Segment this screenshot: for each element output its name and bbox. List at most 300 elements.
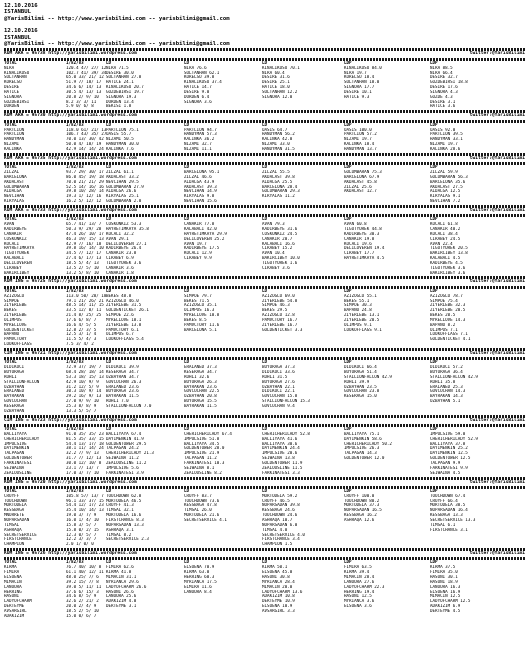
table-cell: KIRYALAS [4,199,25,204]
table-cell: AVSARGIRL 3.3 [262,608,295,613]
table-cell: 106.7 43/ 35/ 27 [66,132,106,137]
table-cell: SULTANHAN [4,75,27,80]
table-cell [184,409,262,414]
table-cell: HANDYMAN 30.0 [106,142,139,147]
table-cell: HANDYMAN 33.1 [430,137,463,142]
column-header: LD [106,488,112,493]
table-cell: SIGNORA 17.7 [344,85,375,90]
table-cell: SECRETSERVICE 13.3 [430,517,476,522]
table-cell: 20.8 2/ 9/ 10 [66,94,99,99]
table-cell: ZIYERLEBE 20.5 [430,308,466,313]
separator-rule [4,276,525,279]
separator-rule [4,348,525,351]
column-header: LDP [344,122,352,127]
table-cell: BUYURAGA 23.6 [106,389,139,394]
table-cell: 33.5 12/ 8/ 11 [66,308,102,313]
table-cell: PAMVCTORY 6.1 [106,327,139,332]
table-cell: TALPAGAN [4,451,25,456]
race-block [4,110,525,151]
table-cell: DESIRE 9.0 [184,89,210,94]
table-cell: DAYIMENKIN 24.4 [262,446,300,451]
table-cell: MNORRETE [4,513,25,518]
table-cell [262,104,344,109]
table-cell: SEIWAINA 4.5 [430,470,461,475]
table-cell: MYRELLOVE 18.1 [106,317,142,322]
table-cell: NEVCIHAN [4,194,25,199]
table-cell: KALINKA 36.2 [184,137,215,142]
column-header: LDP [430,165,438,170]
race-twitter: twitter:@YarisBilimi [469,155,525,161]
table-cell: HERRING 60.3 [184,574,215,579]
table-cell: CIRABEY 15.2 [262,246,293,251]
table-cell: ZEALOUSLINE 11.2 [106,460,147,465]
table-cell: CRUYFF 41.3 [106,503,134,508]
column-header: LD [184,165,190,170]
table-cell: KADIRBEYE 26.4 [106,246,142,251]
table-cell: LANOURA 16.3 [430,584,461,589]
table-cell: AVAN 29.1 [106,236,129,241]
separator-rule [4,548,525,551]
table-cell: LOOKOFFLAGS 7.1 [430,332,468,337]
table-cell: MIMACIN [4,579,22,584]
column-header: LDP [430,122,438,127]
table-cell: GOLUMBARAN [4,184,30,189]
table-cell: 15.8 0/ 2/ 15 [66,527,99,532]
column-header: LD [262,60,268,65]
table-cell: 30.0 12/ 10/ 8 [66,460,102,465]
table-cell: 81.5 35/ 33/ 15 [66,436,104,441]
table-cell: BUYURAGA 36.4 [430,370,463,375]
table-cell: OZBAYHAN [4,408,25,413]
table-cell: NOPARSADAN 16.5 [344,508,382,513]
table-cell: SULTANHAN 27.8 [106,75,142,80]
table-cell: ROHLI 7.0 [106,399,129,404]
table-cell: CHAMPION 1.5 [262,542,293,547]
column-header: LDP [430,217,438,222]
table-cell: GOLDENTOWER 28.0 [184,446,225,451]
table-cell: CIRABEY [4,265,22,270]
race-block [4,205,525,276]
column-header: LD [184,122,190,127]
table-cell: 5.9 0/ 6/ 8 [66,104,94,109]
table-cell: BARCELONA 67.9 [344,174,380,179]
race-list [4,48,525,618]
table-row [4,409,525,414]
table-cell: TALPAGAN 9.9 [430,460,461,465]
table-cell: KIRMA 63.0 [184,570,210,575]
table-cell: AKDALAST 33.2 [106,174,139,179]
table-cell: ROHLI 32.6 [184,374,210,379]
table-cell: ALDALGA 25.5 [262,179,293,184]
table-cell: GUVCUCHAN 23.8 [344,389,380,394]
table-cell: HERRING 19.4 [344,589,375,594]
table-cell: ELSUENA 45.0 [262,570,293,575]
race-block [4,153,525,204]
table-cell: OLIMPOS 7.1 [430,327,458,332]
table-cell: STALLIONFALCON 15.3 [262,399,310,404]
table-cell: DIDIKOCI 57.2 [430,365,463,370]
table-cell: DIDIKOCI 66.4 [344,365,377,370]
table-cell: SECRETSERVICE 2.3 [106,537,149,542]
table-cell: DESIRE 17.6 [430,85,458,90]
table-cell: DURDEN [4,104,20,109]
table-cell: CIRABEY 6.9 [106,256,134,261]
table-cell: CIRABEY 9.9 [184,256,212,261]
table-cell: SIGNORA [4,94,22,99]
table-row [4,542,525,547]
table-cell: GOZDE 4.3 [430,94,453,99]
table-cell: AZIZOGLU 46.0 [106,298,139,303]
table-cell: CHERICHERILADY 67.4 [184,431,232,436]
table-cell: 15.8 3/ 5/ 7 [66,522,97,527]
table-cell: ZILZAL 46.6 [184,174,212,179]
table-cell: KINALIKUSU 37.4 [184,80,222,85]
separator-rule [4,110,525,113]
race-title-line [4,480,525,485]
table-cell: 37.6 6/ 15/ 3 [66,589,99,594]
table-cell [344,271,430,276]
table-cell: 120.4 47/ 27/ 12 [66,65,106,70]
separator-rule [4,58,525,61]
table-cell: MORTODELA 59.2 [262,493,298,498]
table-cell: HASUNI 18.9 [430,579,458,584]
table-cell: DAYIMENKIN [4,446,30,451]
table-cell: ALDALGA 43.9 [184,179,215,184]
table-cell: ROHLI 35.8 [430,379,456,384]
table-cell: ELSUENA 3.6 [344,604,372,609]
table-cell: LADYOFCHARM [4,599,32,604]
race-title: CIM ING = 95723 http://yarisbilimi.wordpress.com [4,417,137,423]
table-cell: TOUCHDOWN 80.2 [344,498,380,503]
column-header: 1/82/83 [66,427,84,432]
table-cell: KADIRBEYE 17.5 [184,246,220,251]
table-cell: PAMVCTORY 16.7 [262,317,298,322]
table-cell: LOOKOFFLAGS 9.1 [344,327,382,332]
table-cell: IMPULSIVE 26.3 [344,446,380,451]
table-cell: KIRMA [4,565,17,570]
column-header: LD [106,288,112,293]
table-cell: KESSBAGA 47.8 [184,503,217,508]
table-cell: KOCALI 12.9 [184,251,212,256]
table-cell: NEVCIHAN 15.6 [184,199,217,204]
table-cell: KADIRBEYE 31.6 [262,227,298,231]
table-cell: 18.5 2/ 5/ 10 [66,608,99,613]
table-cell: TALPAGAN 11.2 [184,456,217,461]
table-cell: PARTLION 57.2 [344,132,377,137]
table-cell: AKDALAST 12.7 [344,189,377,194]
table-cell: ADAKIZIM 4.0 [106,599,137,604]
table-cell: HAYRETIMKAYA 29.9 [184,231,227,236]
race-title: KUM ING = 95726 http://yarisbilimi.wordpress.com [4,551,137,557]
table-cell: KIRYALAS 9.8 [184,194,215,199]
race-title: KUM ARA = 95733 http://yarisbilimi.wordpress.com [4,207,137,213]
table-cell: SEIWAINA 11.2 [106,456,139,461]
race-block [4,348,525,414]
table-cell: TIGUTYUREK 3.6 [106,260,142,265]
table-cell: 50.0 4/ 18/ 19 [66,142,102,147]
table-cell: BALLIYAYA [4,431,27,436]
race-twitter: twitter:@YarisBilimi [469,207,525,213]
table-cell [262,614,344,619]
table-cell: SIMPOE 46.3 [262,303,290,308]
table-cell: ELMIRA 11.6 [184,584,212,589]
table-cell: MORTODELA [4,503,27,508]
table-cell: HATICE [4,89,20,94]
table-cell: DELILOVEREN 27.1 [106,241,147,246]
table-cell: ELSUENA 16.9 [430,589,461,594]
table-cell: 31.7 7/ 12/ 13 [66,456,102,461]
table-cell: ASHRAQA 12.6 [344,517,375,522]
table-cell: GOLUMBARAN 27.9 [106,184,144,189]
table-cell: BAYRAKAN 11.5 [184,403,217,408]
table-cell: CRUYFF 100.0 [344,493,375,498]
column-header: LDP [430,427,438,432]
table-cell: 113.0 50/ 28/ 18 [66,293,106,298]
separator-rule [4,357,525,360]
separator-rule [4,48,525,51]
table-cell: 70.0 21/ 21/ 29 [66,179,104,184]
table-cell: HANDYMAN 56.2 [262,132,295,137]
table-cell: HASUNI 30.8 [262,574,290,579]
table-cell: MORTODELA 38.5 [430,503,466,508]
table-cell: ZILZAL 61.1 [106,170,134,174]
table-cell: TIGUTYUREK 20.5 [430,246,468,251]
table-cell: KIRMA 39.4 [344,570,370,575]
table-cell: BEKES 55.1 [344,298,370,303]
column-header: TOTAL [4,560,17,565]
table-cell: BEKISI 1.8 [106,104,132,109]
table-cell: AVAN 19.7 [184,241,207,246]
table-cell: 39.8 16/ 14/ 10 [66,246,104,251]
table-cell: NIRA [4,65,15,70]
table-cell: 25.3 8/ 8/ 9 [66,403,97,408]
race-twitter: twitter:@YarisBilimi [469,479,525,485]
table-cell: GUVCUCHAN 14.3 [430,389,466,394]
table-cell: 19.3 1/ 12/ 16 [66,194,102,199]
table-cell: TIGUTYUREK 44.8 [344,227,382,231]
table-cell: ELSUENA [4,574,22,579]
table-cell: KADIRBEYE 4.5 [430,260,463,265]
table-cell: DAYIMENKIN 25.2 [430,446,468,451]
table-cell: AVSARGIRL [4,608,27,613]
table-cell: KOCALI [4,241,20,246]
table-cell: CANAKIR 23.8 [106,251,137,256]
table-cell: STALLIONFALCON 7.0 [106,403,152,408]
column-header: LDP [344,165,352,170]
table-cell: 18.5 5/ 4/ 13 [66,260,99,265]
table-cell: CANAKIR 40.2 [430,227,461,231]
table-cell: GOLDENTOWER 12.5 [430,456,471,461]
table-cell: 46.3 19/ 15/ 13 [66,236,104,241]
table-cell: 23.1 7/ 13/ 7 [66,465,99,470]
table-cell: 91.0 35/ 35/ 23 [66,431,104,436]
table-cell: PAMVCTORY 11.6 [184,322,220,327]
column-header: LD [262,560,268,565]
table-cell: MIMACIN 28.4 [344,574,375,579]
table-cell: GOLUMBARAN 2.0 [106,199,142,204]
table-cell: 12.8 2/ 3/ 5 [66,327,97,332]
table-cell: AKDALAST [4,179,25,184]
table-cell: SIMPOE 22.6 [106,313,134,318]
table-cell: AVAN [4,222,15,227]
table-cell: MORTODELA 21.6 [184,513,220,518]
table-cell: KALABALI [4,256,25,261]
table-cell: 27.4 6/ 17/ 13 [66,256,102,261]
table-cell: GOLDENTICKET 4.1 [430,337,471,342]
table-cell: ZIYERLEBE 13.1 [344,313,380,318]
table-cell: CIRABEY 3.6 [262,265,290,270]
table-cell: HANDYMAN 13.7 [344,146,377,151]
table-cell [344,409,430,414]
table-cell: GOLDENTOWER 12.0 [344,456,385,461]
table-cell: BAKIRCIBEY 3.6 [430,270,466,275]
table-cell: 34.6 6/ 14/ 13 [66,85,102,90]
table-cell: ZILZAL 25.6 [344,184,372,189]
table-cell: AVAN 10.4 [262,251,285,256]
column-header: 1/82/83 [66,122,84,127]
table-cell: FIMIRA [4,570,20,575]
race-title: KUM ARA = 95738 http://yarisbilimi.wordpress.com [4,51,137,57]
table-cell: GOLDENTICKET 26.1 [106,308,149,313]
table-cell: SEIWAINA 8.1 [184,465,215,470]
table-cell: 105.8 57/ 13/ 7 [66,493,104,498]
column-header: LD [262,360,268,365]
table-cell: BEKES 48.8 [106,293,132,298]
table-cell: SIGNORA 19.3 [106,94,137,99]
table-cell [430,409,525,414]
table-cell: HATICE 14.7 [184,85,212,90]
header-contact-line-repeat: @YarisBilimi -- http://www.yarisbilimi.com -- yarisbilimi@gmail.com [4,41,230,48]
table-cell: CANAKIR 19.8 [344,236,375,241]
table-cell: 17.6 6/ 8/ 7 [66,317,97,322]
table-cell: ERALANED 23.6 [106,384,139,389]
separator-rule [4,205,525,208]
table-cell: 32.2 7/ 9/ 13 [66,451,99,456]
table-cell: NIRA 71.5 [106,65,129,70]
column-header: 1/82/83 [66,165,84,170]
separator-rule [4,214,525,217]
column-header: LDP [344,427,352,432]
table-cell: OZBAYHAN 20.8 [184,394,217,399]
table-cell: BAPANO [4,332,20,337]
table-cell [106,342,184,347]
table-cell: ZILZAL [4,170,20,174]
table-cell: FARKINATESI 3.9 [106,470,144,475]
table-cell: LANOURA [4,584,22,589]
table-row [4,104,525,109]
race-title-line [4,551,525,556]
table-cell: DELILOVEREN 25.2 [184,236,225,241]
table-cell: GOLUMBARAN 75.3 [344,170,382,174]
table-cell: 48.0 25/ 7/ 6 [66,574,99,579]
table-cell: ZIYERLEBE 31.5 [106,303,142,308]
table-cell: DELILOVEREN 19.4 [344,246,385,251]
table-cell: MYRELLOVE 14.3 [430,317,466,322]
table-cell: 30.5 4/ 13/ 13 [66,89,102,94]
column-header: LD [184,60,190,65]
table-cell: KESERAGA 15.0 [344,394,377,399]
table-cell: DERTEYME [4,604,25,609]
table-cell: 76.7 40/ 10/ 8 [66,565,102,570]
table-cell: IMPULSIVE 20.6 [262,451,298,456]
race-title-line [4,351,525,356]
column-header: LDP [344,288,352,293]
table-cell: BEKES 71.5 [184,298,210,303]
column-header: LD [262,217,268,222]
column-header: LD [262,288,268,293]
separator-rule [4,486,525,489]
table-cell: ROHLI 31.5 [262,374,288,379]
column-header: LDP [344,360,352,365]
table-cell: BALLIYAYA 37.8 [430,441,466,446]
table-cell: NIRA 19.7 [344,70,367,75]
table-cell: NIZAMI 50.5 [106,137,134,142]
table-cell: ZIYERLEBE 20.5 [344,317,380,322]
table-cell: TOUCHDOWN 24.6 [262,513,298,518]
column-header: LD [106,427,112,432]
table-cell: SULTANHAN 62.1 [184,70,220,75]
table-cell: BAKIRCIBEY [4,270,30,275]
table-cell: BARCELONA 95.1 [184,170,220,174]
race-title: KUM ARA = 95730 http://yarisbilimi.wordpress.com [4,113,137,119]
column-header: LDP [344,560,352,565]
table-cell: DESIRE 3.1 [430,99,456,104]
table-cell: BAKIRCIBEY 10.0 [262,256,300,261]
table-cell: 39.8 10/ 28/ 14 [66,189,104,194]
table-cell [344,614,430,619]
table-cell: PARTLION 75.1 [106,127,139,132]
table-row [4,199,525,204]
table-cell: NOPARSADAN 39.8 [262,503,300,508]
column-header: LD [184,217,190,222]
table-cell: 53.3 18/ 15/ 13 [66,374,104,379]
table-cell: CRUYFF 46.5 [262,498,290,503]
table-cell: BAYRAKAN 14.3 [430,394,463,399]
table-cell: MORTODELA 16.6 [106,513,142,518]
table-cell: HATICE 3.6 [430,104,456,109]
table-cell: NIZAMI 19.7 [430,142,458,147]
table-cell: 19.0 3/ 7/ 9 [66,513,97,518]
column-header: LD [106,560,112,565]
table-cell: PARTLION [4,127,25,132]
table-cell: HATICE 24.1 [106,80,134,85]
table-cell: BUYURAGA 26.3 [184,379,217,384]
table-cell: DURDEN 6.4 [184,94,210,99]
table-cell: CANAKIR 1.8 [106,270,134,275]
table-cell: 31.2 12/ 5/ 9 [66,384,99,389]
race-title-line [4,279,525,284]
table-cell: SIGNORA 3.6 [184,99,212,104]
table-cell: DERTEYME 4.5 [430,608,461,613]
table-cell: COSKUNKIZ 53.3 [106,222,142,227]
table-cell: 13.3 5/ 5/ 7 [66,408,97,413]
table-cell: AVAN 60.8 [344,222,367,227]
table-cell [344,342,430,347]
table-cell: AKDALAST 39.3 [184,184,217,189]
column-header: LD [106,122,112,127]
table-cell: GUVCUCHAN 15.8 [262,394,298,399]
table-cell: BEKES 8.5 [184,317,207,322]
table-cell: NIRA 76.6 [184,65,207,70]
table-cell: 17.0 3/ 7/ 10 [66,470,99,475]
table-cell: TIMSAL 8.2 [106,532,132,537]
table-cell: IMPULSIVE 21.9 [184,451,220,456]
table-cell: 48.5 14/ 11/ 15 [66,303,104,308]
table-cell: HASUNI 30.1 [430,574,458,579]
table-cell: CANAKIR 3.6 [106,265,134,270]
table-cell: DERTEYME 3.1 [106,604,137,609]
table-cell [430,342,525,347]
